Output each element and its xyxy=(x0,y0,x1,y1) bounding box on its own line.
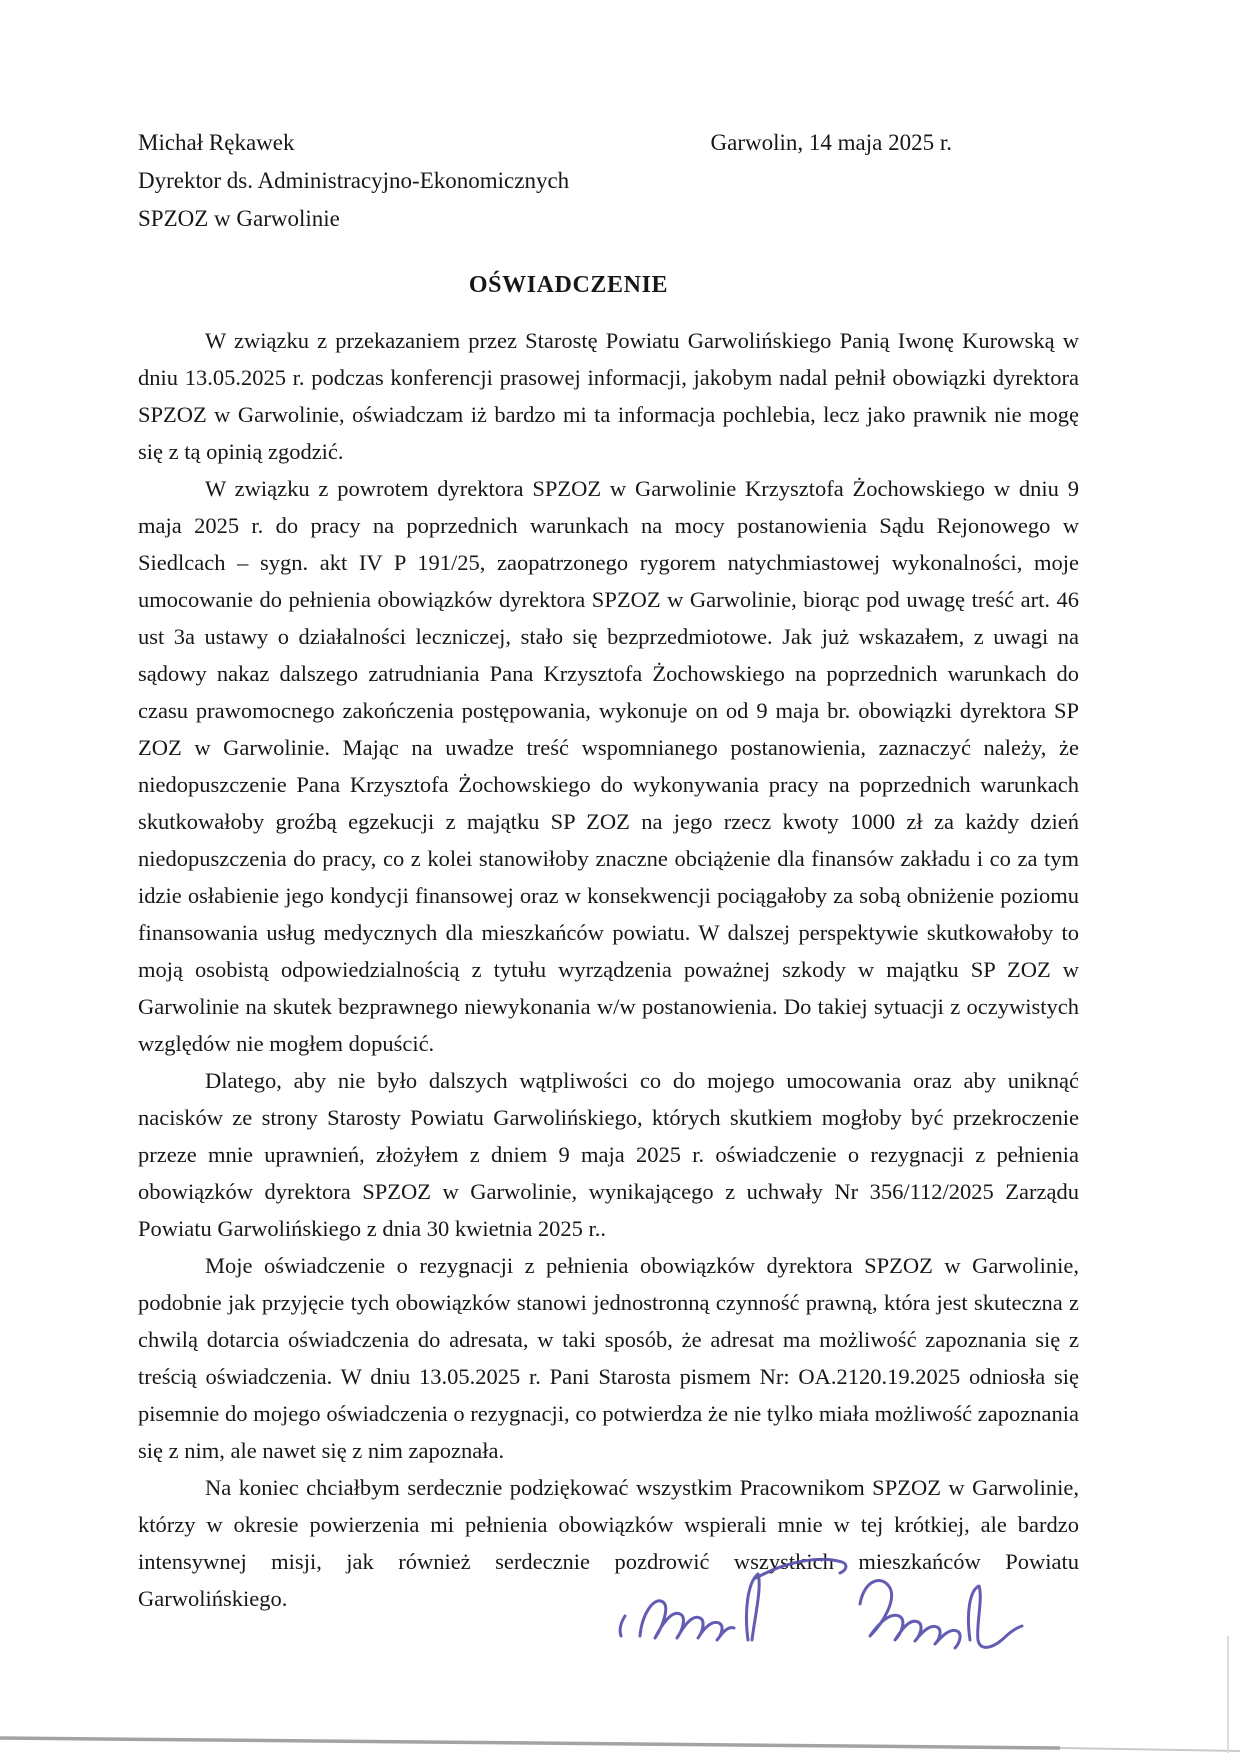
body-paragraph: Moje oświadczenie o rezygnacji z pełnienia obowiązków dyrektora SPZOZ w Garwolinie, podobnie jak przyjęcie tych obowiązków stanowi jednostronną czynność prawną, która jest skuteczna z chwilą dotarcia oświadczenia do adresata, w taki sposób, że adresat ma możliwość zapoznania się z treścią oświadczenia. W dniu 13.05.2025 r. Pani Starosta pismem Nr: OA.2120.19.2025 odniosła się pisemnie do mojego oświadczenia o rezygnacji, co potwierdza że nie tylko miała możliwość zapoznania się z nim, ale nawet się z nim zapoznała. xyxy=(138,1253,1079,1463)
signature-comma-stroke xyxy=(620,1616,625,1636)
scan-edge-line xyxy=(0,1738,1060,1748)
body-paragraph: W związku z przekazaniem przez Starostę Powiatu Garwolińskiego Panią Iwonę Kurowską w dniu 13.05.2025 r. podczas konferencji prasowej informacji, jakobym nadal pełnił obowiązki dyrektora SPZOZ w Garwolinie, oświadczam iż bardzo mi ta informacja pochlebia, lecz jako prawnik nie mogę się z tą opinią zgodzić. xyxy=(138,328,1079,464)
sender-org: SPZOZ w Garwolinie xyxy=(138,206,340,231)
sender-block xyxy=(138,124,569,238)
body-paragraph: W związku z powrotem dyrektora SPZOZ w Garwolinie Krzysztofa Żochowskiego w dniu 9 maja 2025 r. do pracy na poprzednich warunkach na mocy postanowienia Sądu Rejonowego w Siedlcach – sygn. akt IV P 191/25, zaopatrzonego rygorem natychmiastowej wykonalności, moje umocowanie do pełnienia obowiązków dyrektora SPZOZ w Garwolinie, biorąc pod uwagę treść art. 46 ust 3a ustawy o działalności leczniczej, stało się bezprzedmiotowe. Jak już wskazałem, z uwagi na sądowy nakaz dalszego zatrudniania Pana Krzysztofa Żochowskiego na poprzednich warunkach do czasu prawomocnego zakończenia postępowania, wykonuje on od 9 maja br. obowiązki dyrektora SP ZOZ w Garwolinie. Mając na uwadze treść wspomnianego postanowienia, zaznaczyć należy, że niedopuszczenie Pana Krzysztofa Żochowskiego do wykonywania pracy na poprzednich warunkach skutkowałoby groźbą egzekucji z majątku SP ZOZ na jego rzecz kwoty 1000 zł za każdy dzień niedopuszczenia do pracy, co z kolei stanowiłoby znaczne obciążenie dla finansów zakładu i co za tym idzie osłabienie jego kondycji finansowej oraz w konsekwencji pociągałoby za sobą obniżenie poziomu finansowania usług medycznych dla mieszkańców powiatu. W dalszej perspektywie skutkowałoby to moją osobistą odpowiedzialnością z tytułu wyrządzenia poważnej szkody w majątku SP ZOZ w Garwolinie na skutek bezprawnego niewykonania w/w postanowienia. Do takiej sytuacji z oczywistych względów nie mogłem dopuścić. xyxy=(138,476,1079,1056)
body-paragraph: Dlatego, aby nie było dalszych wątpliwości co do mojego umocowania oraz aby uniknąć nacisków ze strony Starosty Powiatu Garwolińskiego, których skutkiem mogłoby być przekroczenie przeze mnie uprawnień, złożyłem z dniem 9 maja 2025 r. oświadczenie o rezygnacji z pełnienia obowiązków dyrektora SPZOZ w Garwolinie, wynikającego z uchwały Nr 356/112/2025 Zarządu Powiatu Garwolińskiego z dnia 30 kwietnia 2025 r.. xyxy=(138,1068,1079,1241)
scan-edge-line-faint xyxy=(1060,1748,1240,1751)
document-title: OŚWIADCZENIE xyxy=(468,272,669,298)
letter-body xyxy=(138,322,1079,1617)
body-paragraph: Na koniec chciałbym serdecznie podziękować wszystkim Pracownikom SPZOZ w Garwolinie, którzy w okresie powierzenia mi pełnienia obowiązków wspierali mnie w tej krótkiej, ale bardzo intensywnej misji, jak również serdecznie pozdrowić wszystkich mieszkańców Powiatu Garwolińskiego. xyxy=(138,1475,1079,1611)
sender-title: Dyrektor ds. Administracyjno-Ekonomicznych xyxy=(138,168,570,193)
letter-header xyxy=(138,124,1072,238)
sender-name: Michał Rękawek xyxy=(138,130,295,155)
dateline: Garwolin, 14 maja 2025 r. xyxy=(710,130,952,155)
